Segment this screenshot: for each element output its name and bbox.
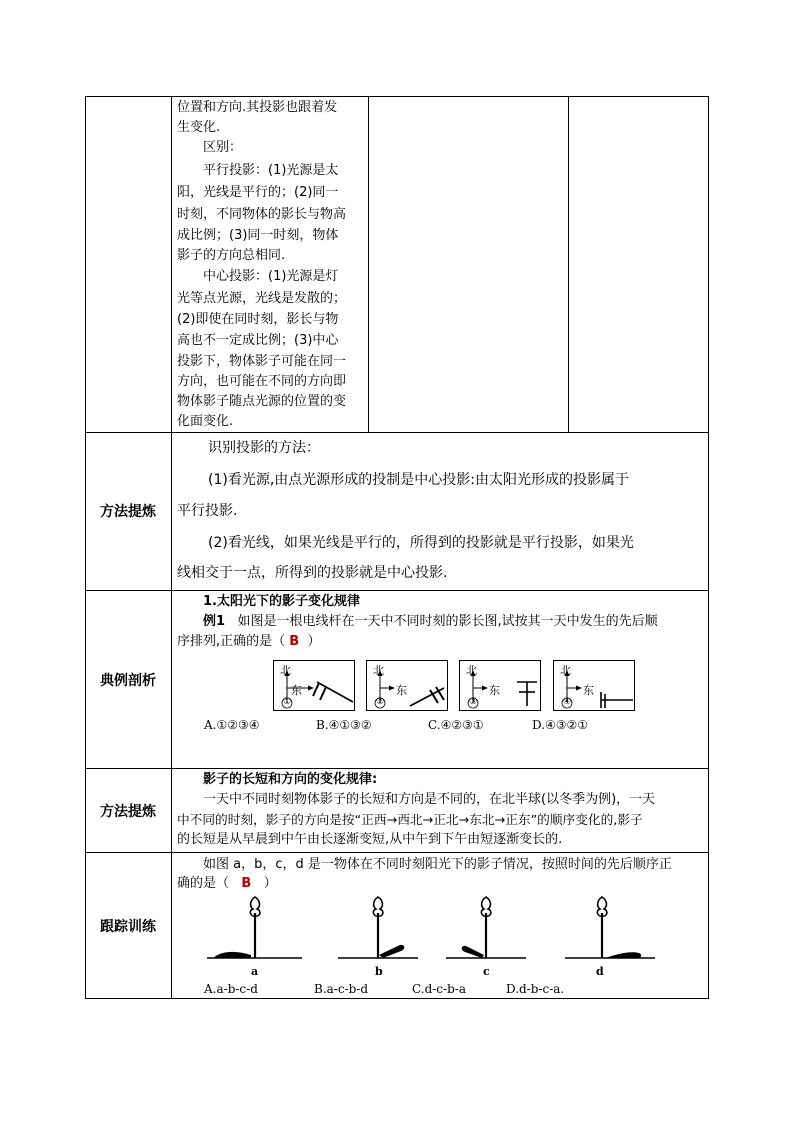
text-line: 位置和方向.其投影也跟着发 xyxy=(177,100,338,115)
answer-mark: B xyxy=(289,634,300,649)
panel-number: ① xyxy=(283,697,292,707)
shadow-panel-1 xyxy=(273,660,355,715)
question-suffix: ） xyxy=(307,634,321,649)
text-line: (2)即使在同时刻，影长与物 xyxy=(177,312,339,327)
text-line: 方向，也可能在不同的方向即 xyxy=(177,374,347,389)
figure-label: c xyxy=(483,965,490,978)
example-question-text: 如图是一根电线杆在一天中不同时刻的影长图,试按其一天中发生的先后顺 xyxy=(237,614,658,629)
row-divider-1 xyxy=(85,432,709,433)
figure-label: d xyxy=(596,965,604,978)
east-label: 东 xyxy=(489,684,500,697)
text-line: 高也不一定成比例；(3)中心 xyxy=(177,333,339,348)
option-b: B.④①③② xyxy=(316,718,372,732)
tree-figure-a xyxy=(207,895,302,978)
table-bottom-border xyxy=(85,998,709,999)
method-text: 平行投影. xyxy=(177,503,238,519)
table-top-border xyxy=(85,96,709,97)
option-c: C.d-c-b-a xyxy=(412,982,466,996)
column-divider-3 xyxy=(568,96,569,433)
label-column-divider xyxy=(171,96,172,999)
text-line: 投影下，物体影子可能在同一 xyxy=(177,354,347,369)
option-d: D.④③②① xyxy=(532,718,589,732)
tree-c-drawing xyxy=(446,895,526,970)
question-prefix: 序排列,正确的是（ xyxy=(177,634,286,649)
tree-figure-b xyxy=(338,895,418,978)
row-label-example: 典例剖析 xyxy=(100,673,156,689)
example-heading: 1.太阳光下的影子变化规律 xyxy=(203,594,360,609)
answer-mark: B xyxy=(241,876,252,891)
east-label: 东 xyxy=(583,684,594,697)
panel-number: ④ xyxy=(563,697,572,707)
method2-text: 中不同的时刻，影子的方向是按“正西→西北→正北→东北→正东”的顺序变化的,影子 xyxy=(177,812,643,827)
text-line: 物体影子随点光源的位置的变 xyxy=(177,394,347,409)
row-divider-2 xyxy=(85,590,709,591)
shadow-panel-4 xyxy=(553,660,635,715)
row-divider-3 xyxy=(85,768,709,769)
text-line: 化面变化. xyxy=(177,414,234,429)
question-suffix: ） xyxy=(263,876,277,891)
track-question-line2 xyxy=(177,874,277,894)
example-question-line1 xyxy=(203,612,658,632)
figure-label: b xyxy=(375,965,383,978)
shadow-panel-2 xyxy=(366,660,448,715)
figure-label: a xyxy=(251,965,259,978)
row-label-track: 跟踪训练 xyxy=(100,919,156,935)
method-text: 线相交于一点，所得到的投影就是中心投影. xyxy=(177,565,448,581)
north-label: 北 xyxy=(373,664,384,677)
option-d: D.d-b-c-a. xyxy=(506,982,565,996)
method-intro: 识别投影的方法： xyxy=(208,440,320,456)
text-line: 成比例；(3)同一时刻，物体 xyxy=(177,228,339,243)
tree-figure-c xyxy=(446,895,526,978)
method2-text: 的长短是从早晨到中午由长逐渐变短,从中午到下午由短逐渐变长的. xyxy=(177,832,563,847)
row-label-method-2: 方法提炼 xyxy=(100,804,156,820)
method2-text: 一天中不同时刻物体影子的长短和方向是不同的，在北半球(以冬季为例)，一天 xyxy=(203,792,656,807)
text-line: 平行投影：(1)光源是太 xyxy=(203,163,339,178)
row-label-method: 方法提炼 xyxy=(100,504,156,520)
north-label: 北 xyxy=(466,664,477,677)
method-text: (2)看光线，如果光线是平行的，所得到的投影就是平行投影，如果光 xyxy=(208,535,634,551)
panel-number: ③ xyxy=(469,697,478,707)
text-line: 光等点光源，光线是发散的； xyxy=(177,291,347,306)
option-a: A.①②③④ xyxy=(204,718,260,732)
tree-figure-d xyxy=(565,895,655,978)
text-line: 阳，光线是平行的；(2)同一 xyxy=(177,185,339,200)
column-divider-2 xyxy=(368,96,369,433)
option-a: A.a-b-c-d xyxy=(204,982,258,996)
text-line: 生变化. xyxy=(177,120,221,135)
example-question-line2 xyxy=(177,632,320,652)
east-label: 东 xyxy=(291,684,302,697)
method2-heading: 影子的长短和方向的变化规律: xyxy=(203,772,378,787)
text-line: 影子的方向总相同. xyxy=(177,248,286,263)
tree-d-drawing xyxy=(565,895,655,970)
panel-number: ② xyxy=(376,697,385,707)
row-divider-4 xyxy=(85,852,709,853)
tree-a-drawing xyxy=(207,895,302,970)
example-tag: 例1 xyxy=(203,614,226,629)
tree-b-drawing xyxy=(338,895,418,970)
text-line: 区别： xyxy=(203,140,243,155)
shadow-panel-3 xyxy=(459,660,541,715)
text-line: 中心投影：(1)光源是灯 xyxy=(203,269,339,284)
table-right-border xyxy=(708,96,709,999)
text-line: 时刻，不同物体的影长与物高 xyxy=(177,207,347,222)
option-b: B.a-c-b-d xyxy=(314,982,369,996)
method-text: (1)看光源,由点光源形成的投制是中心投影:由太阳光形成的投影属于 xyxy=(208,472,629,488)
question-prefix: 确的是（ xyxy=(177,876,230,891)
option-c: C.④②③① xyxy=(428,718,484,732)
table-left-border xyxy=(85,96,86,999)
east-label: 东 xyxy=(396,684,407,697)
north-label: 北 xyxy=(560,664,571,677)
north-label: 北 xyxy=(280,664,291,677)
track-question-line1: 如图 a，b，c，d 是一物体在不同时刻阳光下的影子情况，按照时间的先后顺序正 xyxy=(203,857,672,872)
